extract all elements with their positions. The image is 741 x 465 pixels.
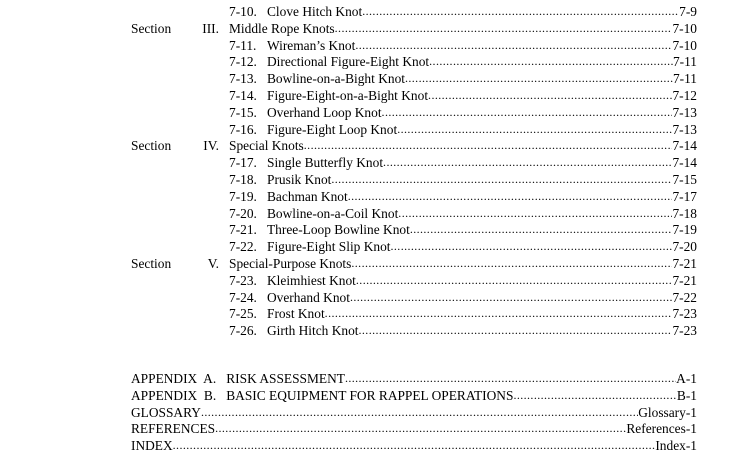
toc-entry-row[interactable]: [0, 121, 741, 138]
toc-entry-title: Frost Knot: [267, 306, 325, 322]
dot-leader: [382, 104, 673, 121]
dot-leader: [383, 154, 672, 171]
dot-leader: [325, 305, 673, 322]
dot-leader: [304, 137, 673, 154]
toc-entry-title: Bachman Knot: [267, 188, 348, 204]
toc-entry-row[interactable]: [0, 87, 741, 104]
toc-page-number: 7-10: [672, 37, 697, 53]
toc-page-number: 7-12: [672, 88, 697, 103]
toc-entry-number: 7-25.: [229, 306, 257, 322]
dot-leader: [359, 322, 673, 339]
back-matter-title: APPENDIX A. RISK ASSESSMENT: [131, 371, 345, 386]
toc-entry-number: 7-12.: [229, 54, 257, 70]
toc-entry-row[interactable]: [0, 238, 741, 255]
back-matter-page-number: Index-1: [655, 438, 697, 454]
dot-leader: [362, 3, 679, 20]
back-matter-title: INDEX: [131, 438, 173, 454]
back-matter-page-number: References-1: [626, 421, 697, 437]
toc-page-number: 7-11: [672, 54, 697, 70]
toc-entry-row[interactable]: [0, 272, 741, 289]
back-matter-entry[interactable]: [131, 437, 697, 454]
toc-entry-title: Girth Hitch Knot: [267, 323, 359, 339]
toc-entry[interactable]: [229, 289, 697, 306]
toc-entry-number: 7-26.: [229, 323, 257, 339]
toc-entry-title: Special-Purpose Knots: [229, 256, 352, 271]
toc-entry[interactable]: [229, 53, 697, 70]
back-matter-title: APPENDIX B. BASIC EQUIPMENT FOR RAPPEL OPERATIONS: [131, 387, 514, 403]
toc-entry-title: Overhand Loop Knot: [267, 104, 382, 120]
toc-entry[interactable]: [229, 305, 697, 322]
toc-page-number: 7-9: [679, 4, 697, 19]
back-matter-row[interactable]: [0, 437, 741, 454]
toc-entry-number: 7-23.: [229, 272, 257, 288]
toc-entry-row[interactable]: [0, 188, 741, 205]
toc-page-number: 7-13: [672, 104, 697, 120]
section-label: Section: [131, 138, 172, 154]
dot-leader: [397, 121, 672, 138]
dot-leader: [355, 37, 672, 54]
toc-entry-number: 7-16.: [229, 121, 257, 137]
toc-entry-row[interactable]: [0, 53, 741, 70]
toc-entry-number: 7-14.: [229, 88, 257, 103]
toc-entry[interactable]: [229, 87, 697, 104]
toc-entry-row[interactable]: [0, 205, 741, 222]
toc-entry[interactable]: [229, 221, 697, 238]
toc-entry[interactable]: [229, 272, 697, 289]
toc-entry-title: Middle Rope Knots: [229, 20, 335, 36]
toc-entry[interactable]: [229, 188, 697, 205]
dot-leader: [410, 221, 673, 238]
toc-entry[interactable]: [229, 104, 697, 121]
dot-leader: [351, 255, 672, 272]
toc-entry-title: Special Knots: [229, 138, 304, 154]
toc-page-number: 7-23: [672, 323, 697, 339]
section-roman-numeral: III.: [202, 20, 219, 36]
toc-entry[interactable]: [229, 70, 697, 87]
back-matter-entry[interactable]: [131, 404, 697, 421]
toc-entry-number: 7-22.: [229, 239, 257, 255]
toc-entry-row[interactable]: [0, 171, 741, 188]
toc-page-number: 7-21: [672, 256, 697, 271]
back-matter-page-number: B-1: [676, 387, 697, 403]
dot-leader: [201, 404, 638, 421]
dot-leader: [391, 238, 673, 255]
toc-entry-number: 7-17.: [229, 155, 257, 171]
toc-section-row[interactable]: [0, 20, 741, 37]
toc-entry-row[interactable]: [0, 305, 741, 322]
toc-entry-row[interactable]: [0, 70, 741, 87]
toc-entry[interactable]: [229, 205, 697, 222]
toc-page-number: 7-11: [672, 71, 697, 87]
back-matter-row[interactable]: [0, 404, 741, 421]
toc-entry-row[interactable]: [0, 289, 741, 306]
toc-entry-number: 7-11.: [229, 37, 257, 53]
toc-entry-title: Bowline-on-a-Coil Knot: [267, 205, 399, 221]
back-matter-entry[interactable]: [131, 370, 697, 387]
toc-entry-number: 7-19.: [229, 188, 257, 204]
toc-entry-title: Three-Loop Bowline Knot: [267, 222, 410, 238]
toc-section-row[interactable]: [0, 255, 741, 272]
section-roman-numeral: IV.: [203, 138, 219, 154]
dot-leader: [335, 20, 673, 37]
toc-entry-row[interactable]: [0, 3, 741, 20]
toc-entry-number: 7-18.: [229, 172, 257, 187]
toc-entry-number: 7-20.: [229, 205, 257, 221]
dot-leader: [356, 272, 673, 289]
back-matter-entry[interactable]: [131, 420, 697, 437]
toc-entry[interactable]: [229, 20, 697, 37]
section-roman-numeral: V.: [207, 256, 219, 271]
toc-entry-title: Bowline-on-a-Bight Knot: [267, 71, 405, 87]
section-label: Section: [131, 20, 172, 36]
toc-page-number: 7-13: [672, 121, 697, 137]
dot-leader: [345, 370, 676, 387]
toc-entry-row[interactable]: [0, 322, 741, 339]
toc-entry-row[interactable]: [0, 221, 741, 238]
toc-section-row[interactable]: [0, 137, 741, 154]
toc-page-number: 7-17: [672, 188, 697, 204]
toc-page-number: 7-20: [672, 239, 697, 255]
toc-entry[interactable]: [229, 238, 697, 255]
back-matter-title: GLOSSARY: [131, 404, 201, 420]
toc-page-number: 7-23: [672, 306, 697, 322]
toc-entry-number: 7-15.: [229, 104, 257, 120]
toc-entry[interactable]: [229, 255, 697, 272]
dot-leader: [398, 205, 672, 222]
toc-entry[interactable]: [229, 322, 697, 339]
toc-entry-title: Prusik Knot: [267, 172, 332, 187]
toc-page-number: 7-21: [672, 272, 697, 288]
toc-entry-row[interactable]: [0, 154, 741, 171]
toc-entry[interactable]: [229, 3, 697, 20]
dot-leader: [215, 420, 626, 437]
toc-entry-title: Kleimhiest Knot: [267, 272, 356, 288]
back-matter-row[interactable]: [0, 420, 741, 437]
toc-page-number: 7-22: [672, 289, 697, 305]
back-matter-title: REFERENCES: [131, 421, 216, 437]
dot-leader: [350, 289, 673, 306]
toc-entry[interactable]: [229, 37, 697, 54]
section-label: Section: [131, 256, 172, 271]
toc-entry-title: Figure-Eight Slip Knot: [267, 239, 391, 255]
dot-leader: [405, 70, 673, 87]
toc-entry-title: Overhand Knot: [267, 289, 350, 305]
back-matter-entry[interactable]: [131, 387, 697, 404]
dot-leader: [331, 171, 672, 188]
toc-entry-title: Figure-Eight-on-a-Bight Knot: [267, 88, 429, 103]
toc-page-number: 7-14: [672, 155, 697, 171]
dot-leader: [429, 53, 673, 70]
toc-entry[interactable]: [229, 121, 697, 138]
toc-page-number: 7-15: [672, 172, 697, 187]
toc-entry-row[interactable]: [0, 37, 741, 54]
toc-entry-title: Clove Hitch Knot: [267, 4, 363, 19]
back-matter-row[interactable]: [0, 370, 741, 387]
back-matter-row[interactable]: [0, 387, 741, 404]
toc-entry-title: Figure-Eight Loop Knot: [267, 121, 398, 137]
dot-leader: [513, 387, 676, 404]
dot-leader: [348, 188, 673, 205]
toc-page-number: 7-14: [672, 138, 697, 154]
toc-entry-title: Single Butterfly Knot: [267, 155, 384, 171]
toc-entry-number: 7-24.: [229, 289, 257, 305]
back-matter-page-number: Glossary-1: [638, 404, 697, 420]
toc-entry-number: 7-21.: [229, 222, 257, 238]
toc-entry-row[interactable]: [0, 104, 741, 121]
toc-entry[interactable]: [229, 171, 697, 188]
toc-entry-number: 7-10.: [229, 4, 257, 19]
dot-leader: [428, 87, 672, 104]
toc-entry-title: Wireman’s Knot: [267, 37, 356, 53]
toc-entry-title: Directional Figure-Eight Knot: [267, 54, 430, 70]
toc-entry[interactable]: [229, 154, 697, 171]
toc-page-number: 7-18: [672, 205, 697, 221]
dot-leader: [173, 437, 656, 454]
toc-entry-number: 7-13.: [229, 71, 257, 87]
toc-page-number: 7-19: [672, 222, 697, 238]
toc-page-number: 7-10: [672, 20, 697, 36]
toc-entry[interactable]: [229, 137, 697, 154]
back-matter-page-number: A-1: [676, 371, 697, 386]
